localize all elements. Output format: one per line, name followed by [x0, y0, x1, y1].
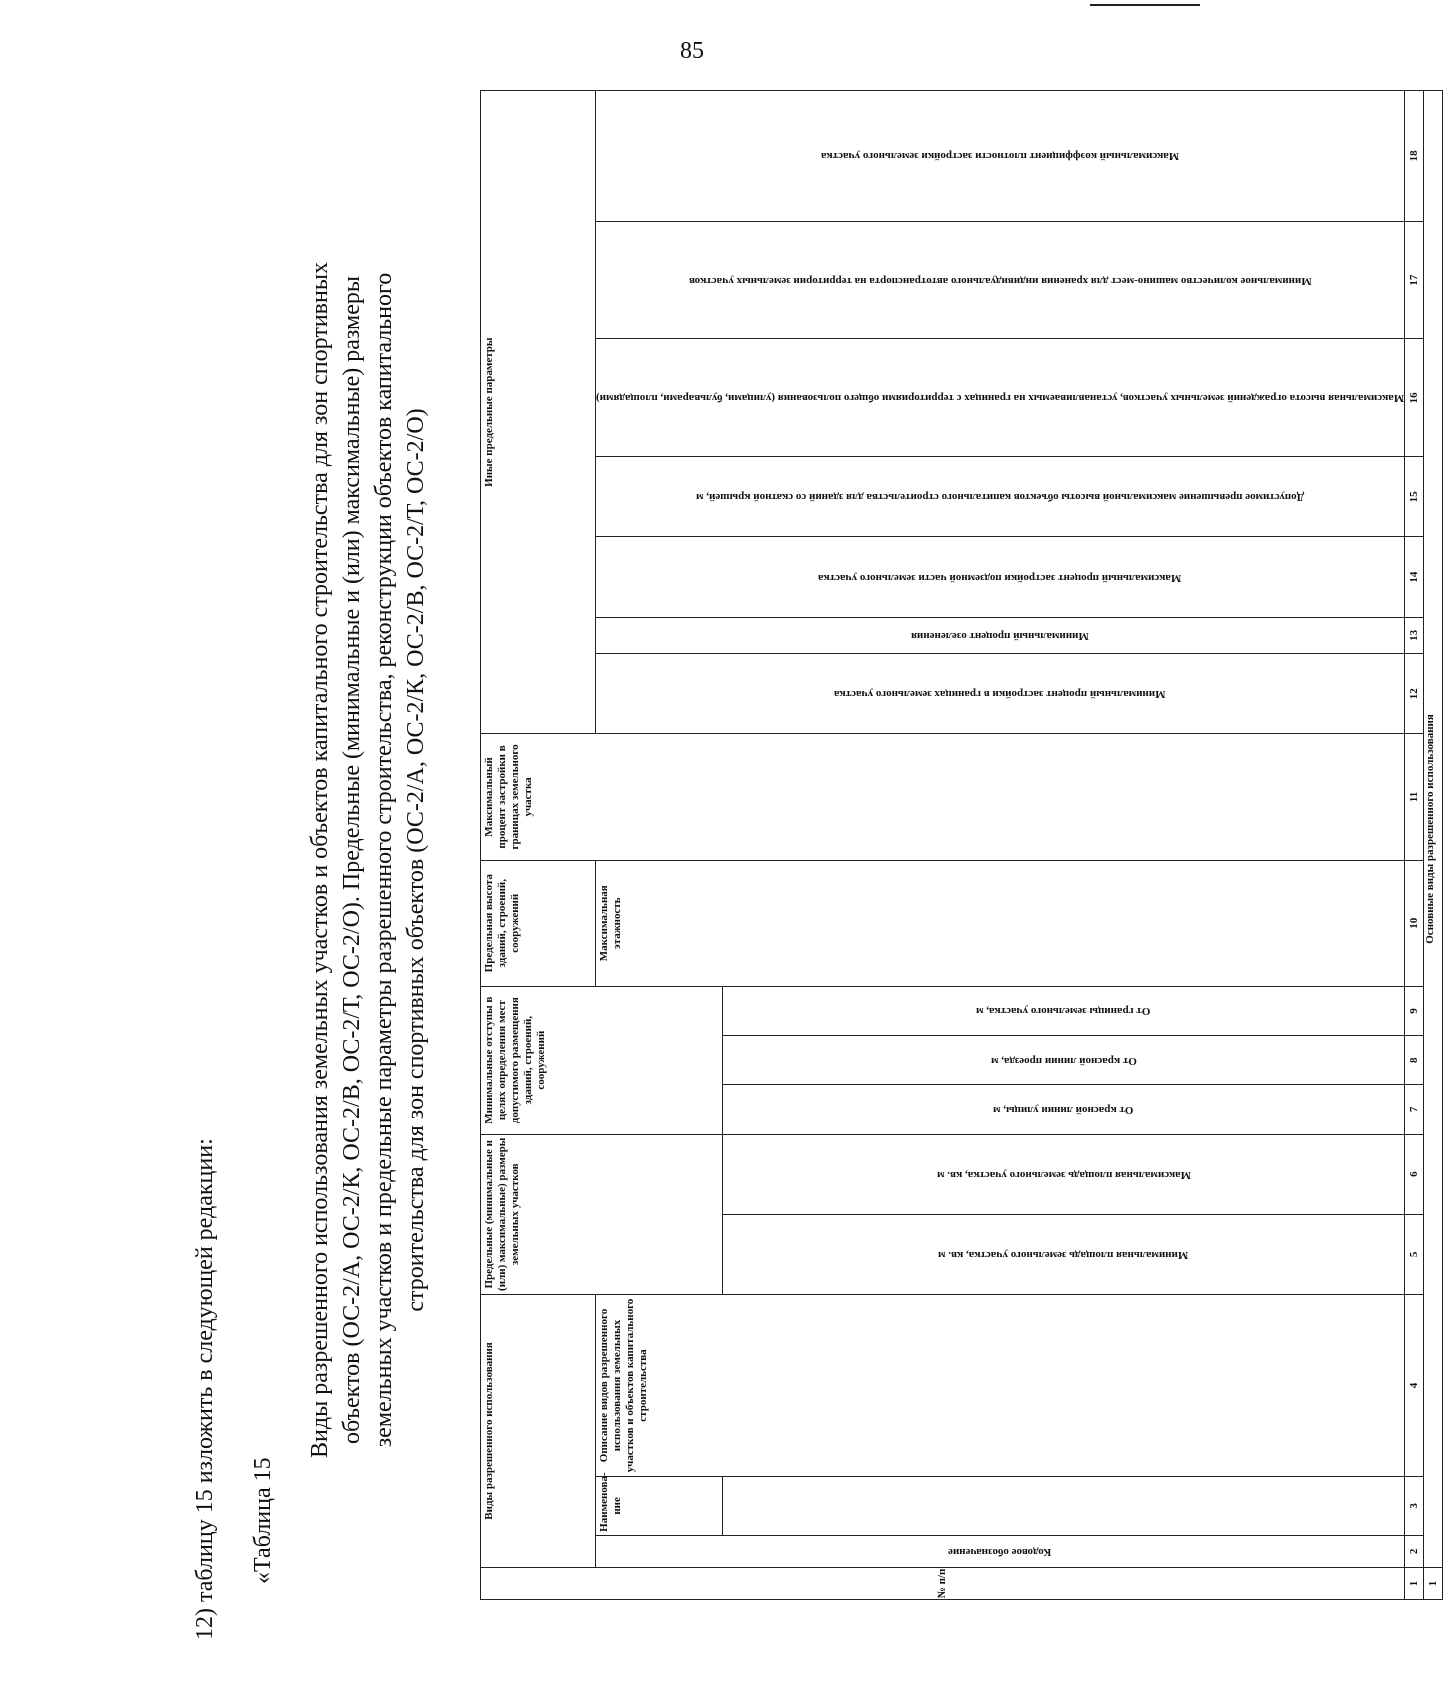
header-sizes: Предельные (минимальные и (или) максимальные) размеры земельных участков	[481, 1134, 723, 1295]
header-num: № п/п	[481, 1567, 1405, 1599]
header-vri: Виды разрешенного использования	[481, 1295, 596, 1568]
rotated-page-content	[180, 80, 1439, 1640]
column-number: 5	[1405, 1214, 1424, 1294]
column-number: 3	[1405, 1476, 1424, 1535]
intro-line: 12) таблицу 15 изложить в следующей редакции:	[192, 1138, 218, 1640]
column-number: 8	[1405, 1036, 1424, 1085]
column-number: 1	[1405, 1567, 1424, 1599]
title-line: объектов (ОС-2/А, ОС-2/К, ОС-2/В, ОС-2/Т, ОС-2/О). Предельные (минимальные и (или) максимальные) размеры	[339, 275, 365, 1445]
header-size-max: Максимальная площадь земельного участка, кв. м	[723, 1134, 1405, 1214]
column-number: 9	[1405, 986, 1424, 1035]
header-p15: Допустимое превышение максимальной высоты объектов капитального строительства для зданий со скатной крышей, м	[596, 457, 1405, 537]
table-title	[304, 80, 432, 1640]
header-other: Иные предельные параметры	[481, 91, 596, 734]
header-row	[481, 91, 596, 1600]
header-p13: Минимальный процент озеленения	[596, 617, 1405, 653]
header-name: Наименова-ние	[596, 1476, 723, 1535]
header-setbacks: Минимальные отступы в целях определения мест допустимого размещения зданий, строений, сооружений	[481, 986, 723, 1134]
header-code: Кодовое обозначение	[596, 1535, 1405, 1567]
header-name-blank	[723, 1476, 1405, 1535]
column-number: 16	[1405, 339, 1424, 457]
header-floors: Максимальная этажность	[596, 860, 1405, 986]
title-line: Виды разрешенного использования земельных участков и объектов капитального строительства для зон спортивных	[307, 262, 333, 1458]
column-number: 6	[1405, 1134, 1424, 1214]
column-number: 12	[1405, 654, 1424, 734]
header-p12: Минимальный процент застройки в границах земельного участка	[596, 654, 1405, 734]
header-p18: Максимальный коэффициент плотности застройки земельного участка	[596, 91, 1405, 222]
column-number: 18	[1405, 91, 1424, 222]
column-number: 4	[1405, 1295, 1424, 1477]
header-height: Предельная высота зданий, строений, сооружений	[481, 860, 596, 986]
header-setback-border: От границы земельного участка, м	[723, 986, 1405, 1035]
header-desc: Описание видов разрешенного использования земельных участков и объектов капитального строительства	[596, 1295, 1405, 1477]
section-label: Основные виды разрешенного использования	[1424, 91, 1443, 1568]
page-number: 85	[680, 38, 704, 64]
column-number: 14	[1405, 537, 1424, 617]
column-number: 7	[1405, 1085, 1424, 1134]
header-size-min: Минимальная площадь земельного участка, кв. м	[723, 1214, 1405, 1294]
column-number: 17	[1405, 221, 1424, 339]
column-number: 2	[1405, 1535, 1424, 1567]
column-number: 11	[1405, 734, 1424, 860]
section-number: 1	[1424, 1567, 1443, 1599]
corner-mark	[1090, 4, 1200, 6]
column-number: 13	[1405, 617, 1424, 653]
header-p17: Минимальное количество машино-мест для хранения индивидуального автотранспорта на территории земельных участков	[596, 221, 1405, 339]
table-caption: «Таблица 15	[250, 1457, 276, 1584]
column-number: 15	[1405, 457, 1424, 537]
header-setback-drive: От красной линии проезда, м	[723, 1036, 1405, 1085]
title-line: строительства для зон спортивных объектов (ОС-2/А, ОС-2/К, ОС-2/В, ОС-2/Т, ОС-2/О)	[403, 408, 429, 1312]
header-p16: Максимальная высота ограждений земельных участков, устанавливаемых на границах с территориями общего пользования (улицами, бульварами, площадями)	[596, 339, 1405, 457]
header-setback-street: От красной линии улицы, м	[723, 1085, 1405, 1134]
section-row	[1424, 91, 1443, 1600]
column-number-row	[1405, 91, 1424, 1600]
header-p14: Максимальный процент застройки подземной части земельного участка	[596, 537, 1405, 617]
header-max-percent: Максимальный процент застройки в границах земельного участка	[481, 734, 1405, 860]
column-number: 10	[1405, 860, 1424, 986]
zoning-table	[480, 90, 1443, 1600]
title-line: земельных участков и предельные параметры разрешенного строительства, реконструкции объектов капитального	[371, 272, 397, 1448]
